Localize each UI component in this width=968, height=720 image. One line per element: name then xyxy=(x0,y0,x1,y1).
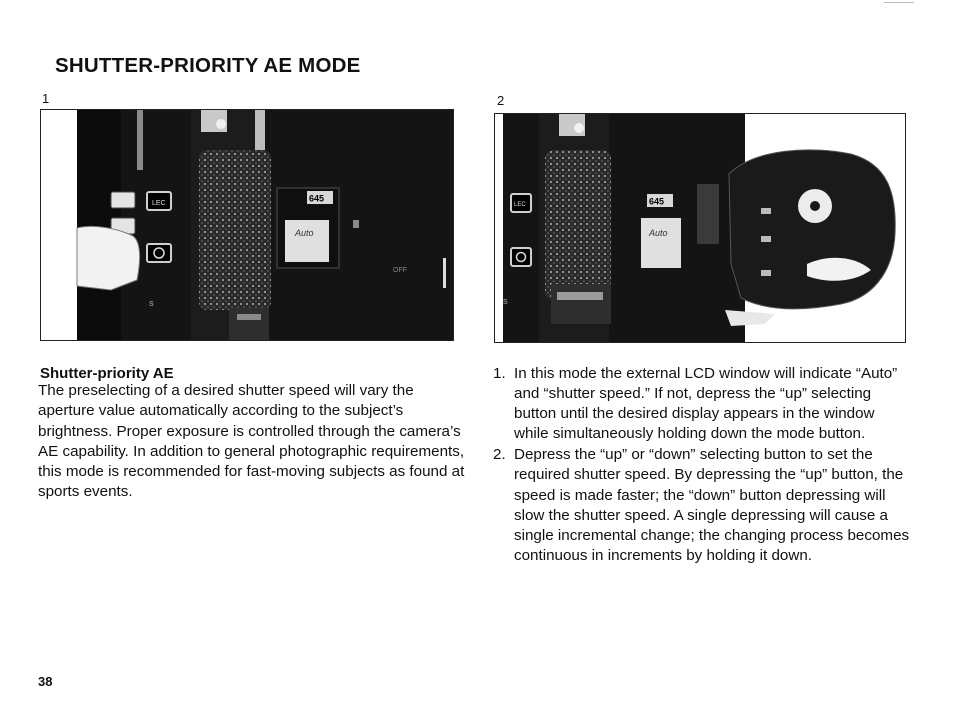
step-text: Depress the “up” or “down” selecting button to set the required shutter speed. By depressing the “up” button, the speed is made faster; the “down” button depressing will slow the shutter speed. A single depressing will cause a single incremental change; the changing process becomes continuous in increments by holding it down. xyxy=(514,446,910,564)
lec-label: LEC xyxy=(514,202,526,208)
figure-2-number: 2 xyxy=(497,93,505,108)
step-item xyxy=(493,445,913,566)
figure-1-number: 1 xyxy=(42,91,50,106)
figure-2-photo xyxy=(494,113,906,343)
step-item xyxy=(493,364,913,444)
lcd-text: Auto xyxy=(295,228,314,238)
scan-mark xyxy=(884,2,914,3)
lcd-text: Auto xyxy=(649,228,668,238)
section-heading: Shutter-priority AE xyxy=(40,365,174,382)
switch-s-label: S xyxy=(503,299,508,306)
page-number: 38 xyxy=(38,674,53,689)
step-text: In this mode the external LCD window will indicate “Auto” and “shutter speed.” If not, depress the “up” selecting button until the desired display appears in the window while simultaneously holding down the mode button. xyxy=(514,365,898,443)
section-paragraph: The preselecting of a desired shutter speed will vary the aperture value automatically according to the subject’s brightness. Proper exposure is controlled through the camera’s AE capability. In addition to general photographic requirements, this mode is recommended for fast-moving subjects as found at sports events. xyxy=(38,382,465,501)
number-plate-text: 645 xyxy=(309,193,325,204)
page-title: SHUTTER-PRIORITY AE MODE xyxy=(55,54,361,77)
figure-1-photo xyxy=(40,109,454,341)
instruction-steps xyxy=(493,364,913,567)
lec-label: LEC xyxy=(152,200,166,207)
switch-off-label: OFF xyxy=(393,267,407,274)
number-plate-text: 645 xyxy=(649,196,665,207)
switch-s-label: S xyxy=(149,301,154,308)
step-number: 2. xyxy=(493,446,506,464)
step-number: 1. xyxy=(493,365,506,382)
